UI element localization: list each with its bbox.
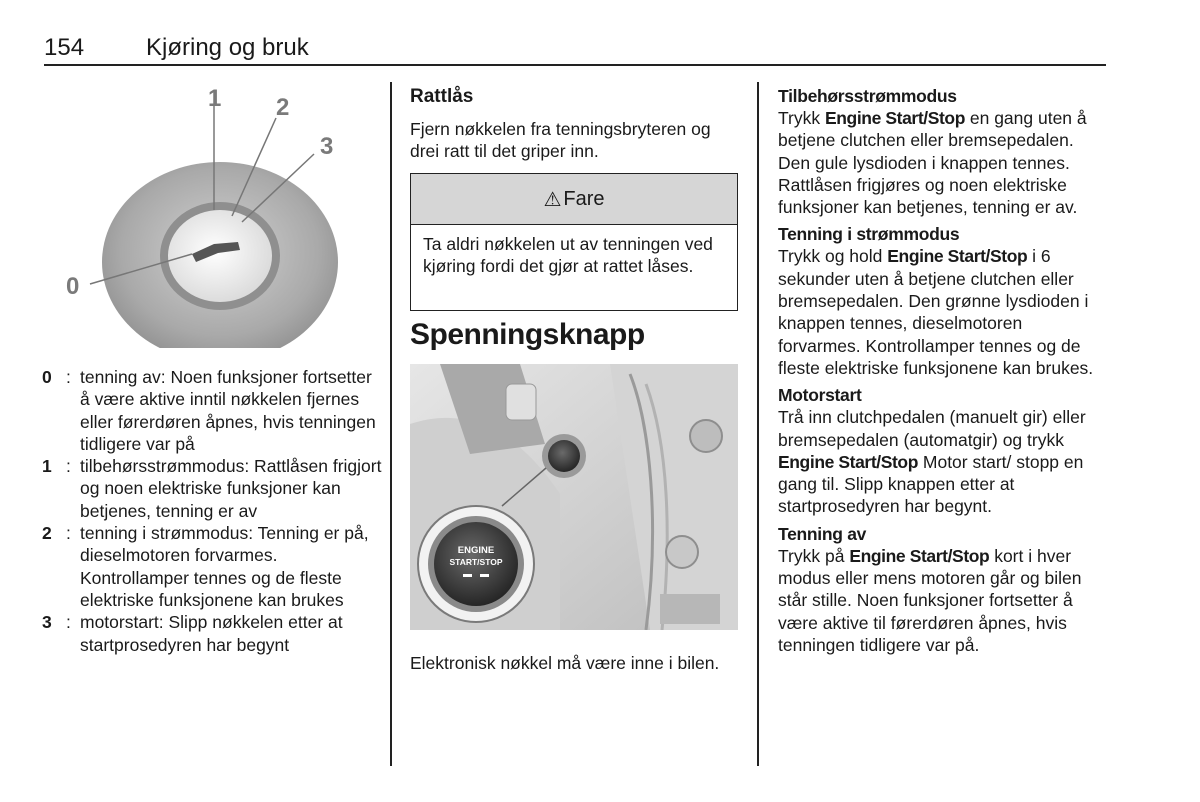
legend-key: 2 [42,523,52,544]
electronic-key-note: Elektronisk nøkkel må være inne i bilen. [410,653,720,673]
section-title: Kjøring og bruk [146,34,309,61]
button-led-left [463,574,472,577]
legend-item: 0 : tenning av: Noen funksjoner fortsetter å være aktive inntil nøkkelen fjernes eller førerdøren åpnes, hvis tenningen tidligere var på [42,366,382,455]
danger-warning-box [410,173,738,311]
ignition-switch-figure [42,82,372,348]
page-number: 154 [44,34,85,61]
rattlas-section [410,86,740,163]
legend-text: tenning i strømmodus: Tenning er på, dieselmotoren forvarmes. Kontrollamper tennes og de fleste elektriske funksjonene kan brukes [80,523,369,610]
start-stop-button-photo [410,364,738,630]
legend-key: 1 [42,456,52,477]
legend-item: 2 : tenning i strømmodus: Tenning er på, dieselmotoren forvarmes. Kontrollamper tennes og de fleste elektriske funksjonene kan brukes [42,522,382,611]
legend-text: motorstart: Slipp nøkkelen etter at startprosedyren har begynt [80,612,343,655]
legend-key: 0 [42,367,52,387]
column-divider-left [390,82,392,766]
tilbehor-body: Trykk Engine Start/Stop en gang uten å betjene clutchen eller bremsepedalen. Den gule lysdioden i knappen tennes. Rattlåsen frigjøres og noen elektriske funksjoner kan betjenes, tenning er av. [778,108,1087,218]
tenning-body: Trykk og hold Engine Start/Stop i 6 sekunder uten å betjene clutchen eller bremsepedalen. Den grønne lysdioden i knappen tennes, dieselmotoren forvarmes. Kontrollamper tennes og de fleste elektriske funksjonene kan brukes. [778,246,1094,378]
motorstart-body: Trå inn clutchpedalen (manuelt gir) eller bremsepedalen (automatgir) og trykk Engine Start/Stop Motor start/ stopp en gang til. Slipp knappen etter at startprosedyren har begynt. [778,407,1086,517]
legend-item: 1 : tilbehørsstrømmodus: Rattlåsen frigjort og noen elektriske funksjoner kan betjenes, tenning er av [42,456,382,521]
header-rule [44,64,1106,66]
tenning-av-body: Trykk på Engine Start/Stop kort i hver modus eller mens motoren går og bilen står stille. Noen funksjoner fortsetter å være aktive til førerdøren åpnes, hvis tenningen tidligere var på. [778,545,1082,655]
engine-start-stop-term: Engine Start/Stop [824,108,965,128]
button-text-line2: START/STOP [449,557,503,567]
tilbehor-heading: Tilbehørsstrømmodus [778,86,957,106]
warning-text: Ta aldri nøkkelen ut av tenningen ved kjøring fordi det gjør at rattet låses. [423,234,713,277]
ignition-legend [42,366,382,656]
rattlas-body: Fjern nøkkelen fra tenningsbryteren og drei ratt til det griper inn. [410,119,711,162]
warning-triangle-icon: ⚠ [543,188,562,211]
legend-item: 3 : motorstart: Slipp nøkkelen etter at startprosedyren har begynt [42,611,382,656]
engine-start-stop-term: Engine Start/Stop [887,246,1028,267]
engine-start-stop-term: Engine Start/Stop [778,451,919,472]
start-stop-button-small [548,440,580,472]
figure-label-1: 1 [208,85,222,112]
tenning-av-heading: Tenning av [778,523,867,544]
tenning-heading: Tenning i strømmodus [778,224,960,245]
column-divider-right [757,82,759,766]
right-column [778,86,1108,662]
warning-header [411,174,737,225]
legend-text: tilbehørsstrømmodus: Rattlåsen frigjort og noen elektriske funksjoner kan betjenes, tenning er av [80,456,382,521]
warning-label: Fare [563,187,605,210]
button-text-line1: ENGINE [457,545,495,556]
rattlas-heading: Rattlås [410,86,474,107]
figure-label-2: 2 [276,94,290,121]
spenningsknapp-heading: Spenningsknapp [410,318,645,351]
button-led-right [480,574,489,577]
motorstart-heading: Motorstart [778,385,862,406]
legend-text: tenning av: Noen funksjoner fortsetter å være aktive inntil nøkkelen fjernes eller førerdøren åpnes, hvis tenningen tidligere var på [80,367,376,454]
figure-label-3: 3 [320,133,334,160]
legend-key: 3 [42,612,52,633]
engine-start-stop-term: Engine Start/Stop [849,545,990,566]
figure-label-0: 0 [66,273,80,300]
